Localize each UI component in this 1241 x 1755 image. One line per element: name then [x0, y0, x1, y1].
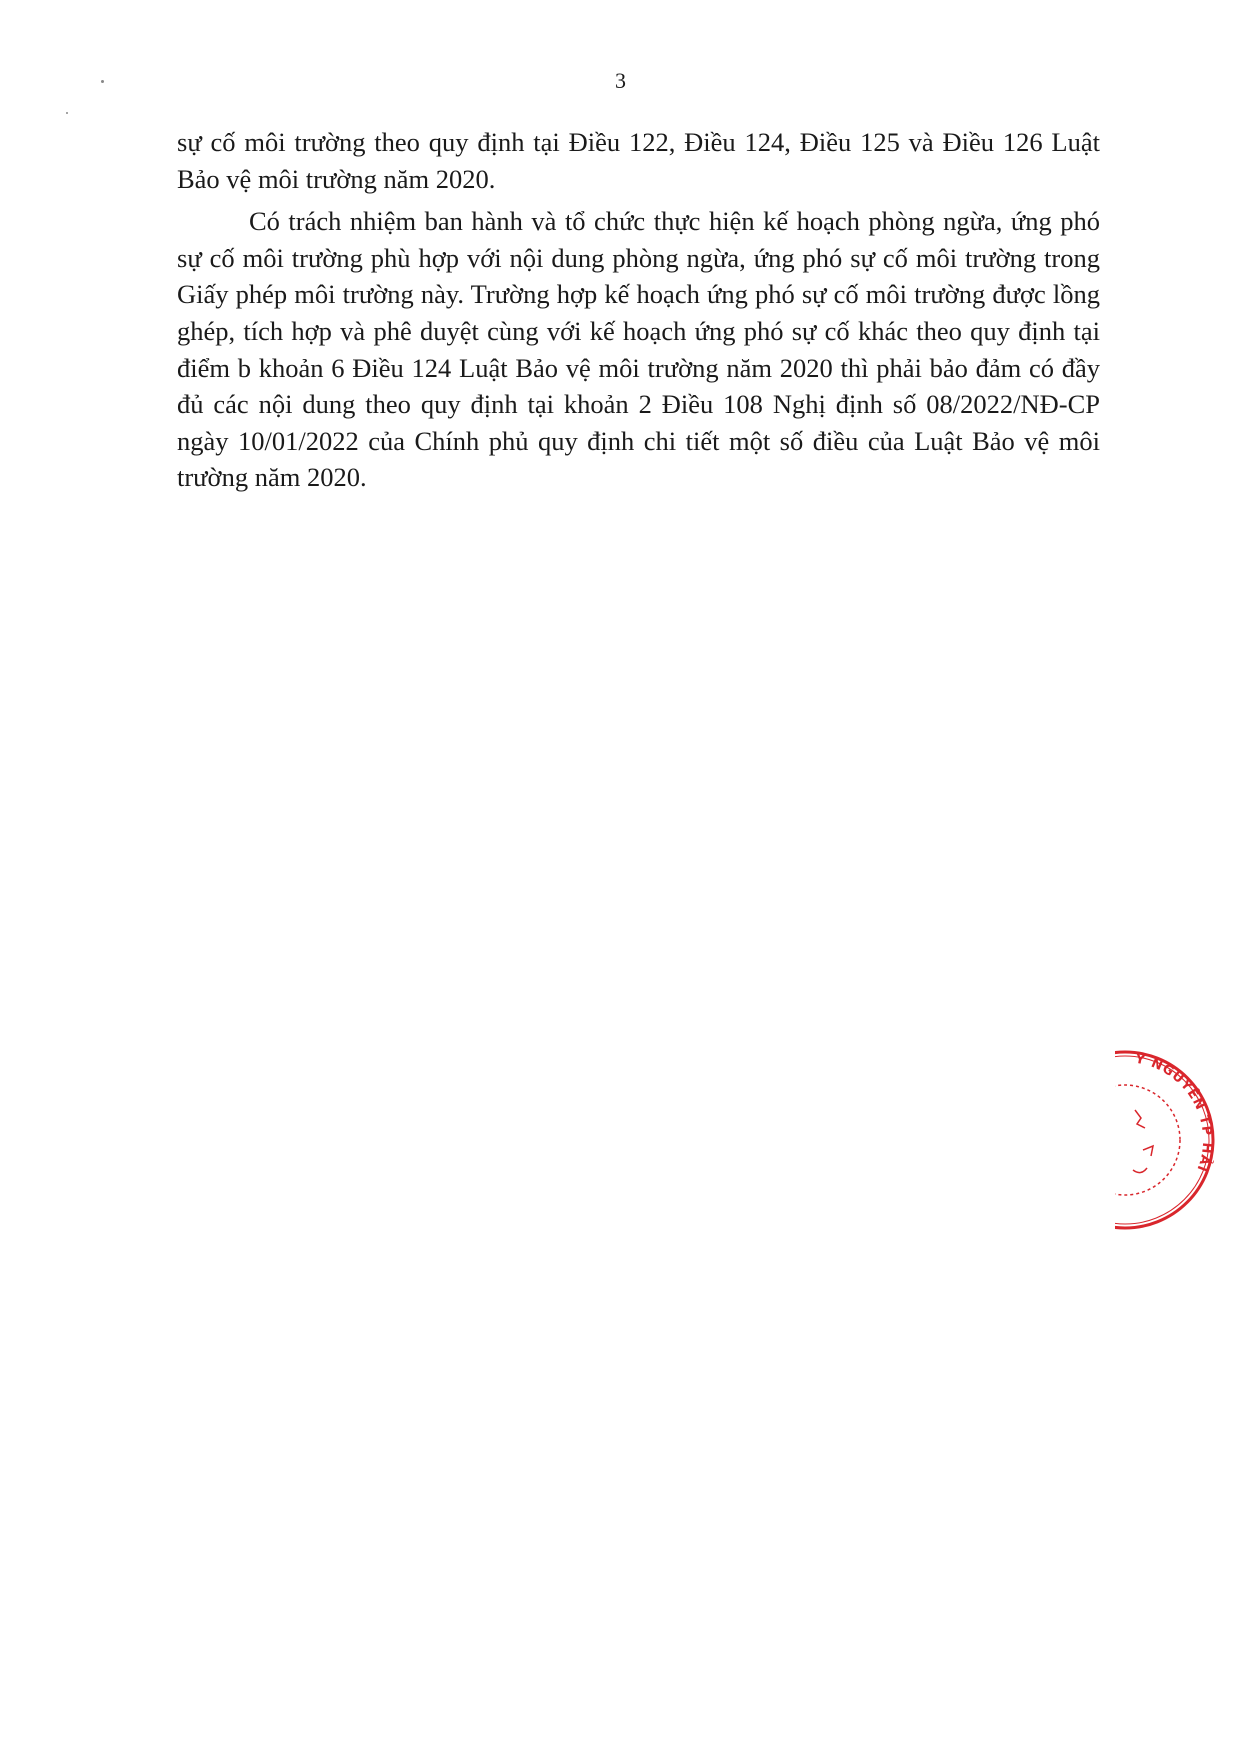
svg-text:Y NGUYÊN TP HẢI [1133, 1051, 1214, 1174]
official-seal [1115, 1040, 1241, 1250]
seal-icon [1115, 1040, 1241, 1250]
paragraph-continuation: sự cố môi trường theo quy định tại Điều 122, Điều 124, Điều 125 và Điều 126 Luật Bảo vệ môi trường năm 2020. [177, 127, 1100, 194]
scan-speck [66, 112, 68, 114]
paragraph-responsibility: Có trách nhiệm ban hành và tổ chức thực hiện kế hoạch phòng ngừa, ứng phó sự cố môi trường phù hợp với nội dung phòng ngừa, ứng phó sự cố môi trường trong Giấy phép môi trường này. Trường hợp kế hoạch ứng phó sự cố môi trường được lồng ghép, tích hợp và phê duyệt cùng với kế hoạch ứng phó sự cố khác theo quy định tại điểm b khoản 6 Điều 124 Luật Bảo vệ môi trường năm 2020 thì phải bảo đảm có đầy đủ các nội dung theo quy định tại khoản 2 Điều 108 Nghị định số 08/2022/NĐ-CP ngày 10/01/2022 của Chính phủ quy định chi tiết một số điều của Luật Bảo vệ môi trường năm 2020. [177, 206, 1100, 493]
document-body [177, 124, 1100, 502]
page-number: 3 [615, 68, 626, 93]
seal-text: Y NGUYÊN TP HẢI [1134, 1051, 1215, 1175]
